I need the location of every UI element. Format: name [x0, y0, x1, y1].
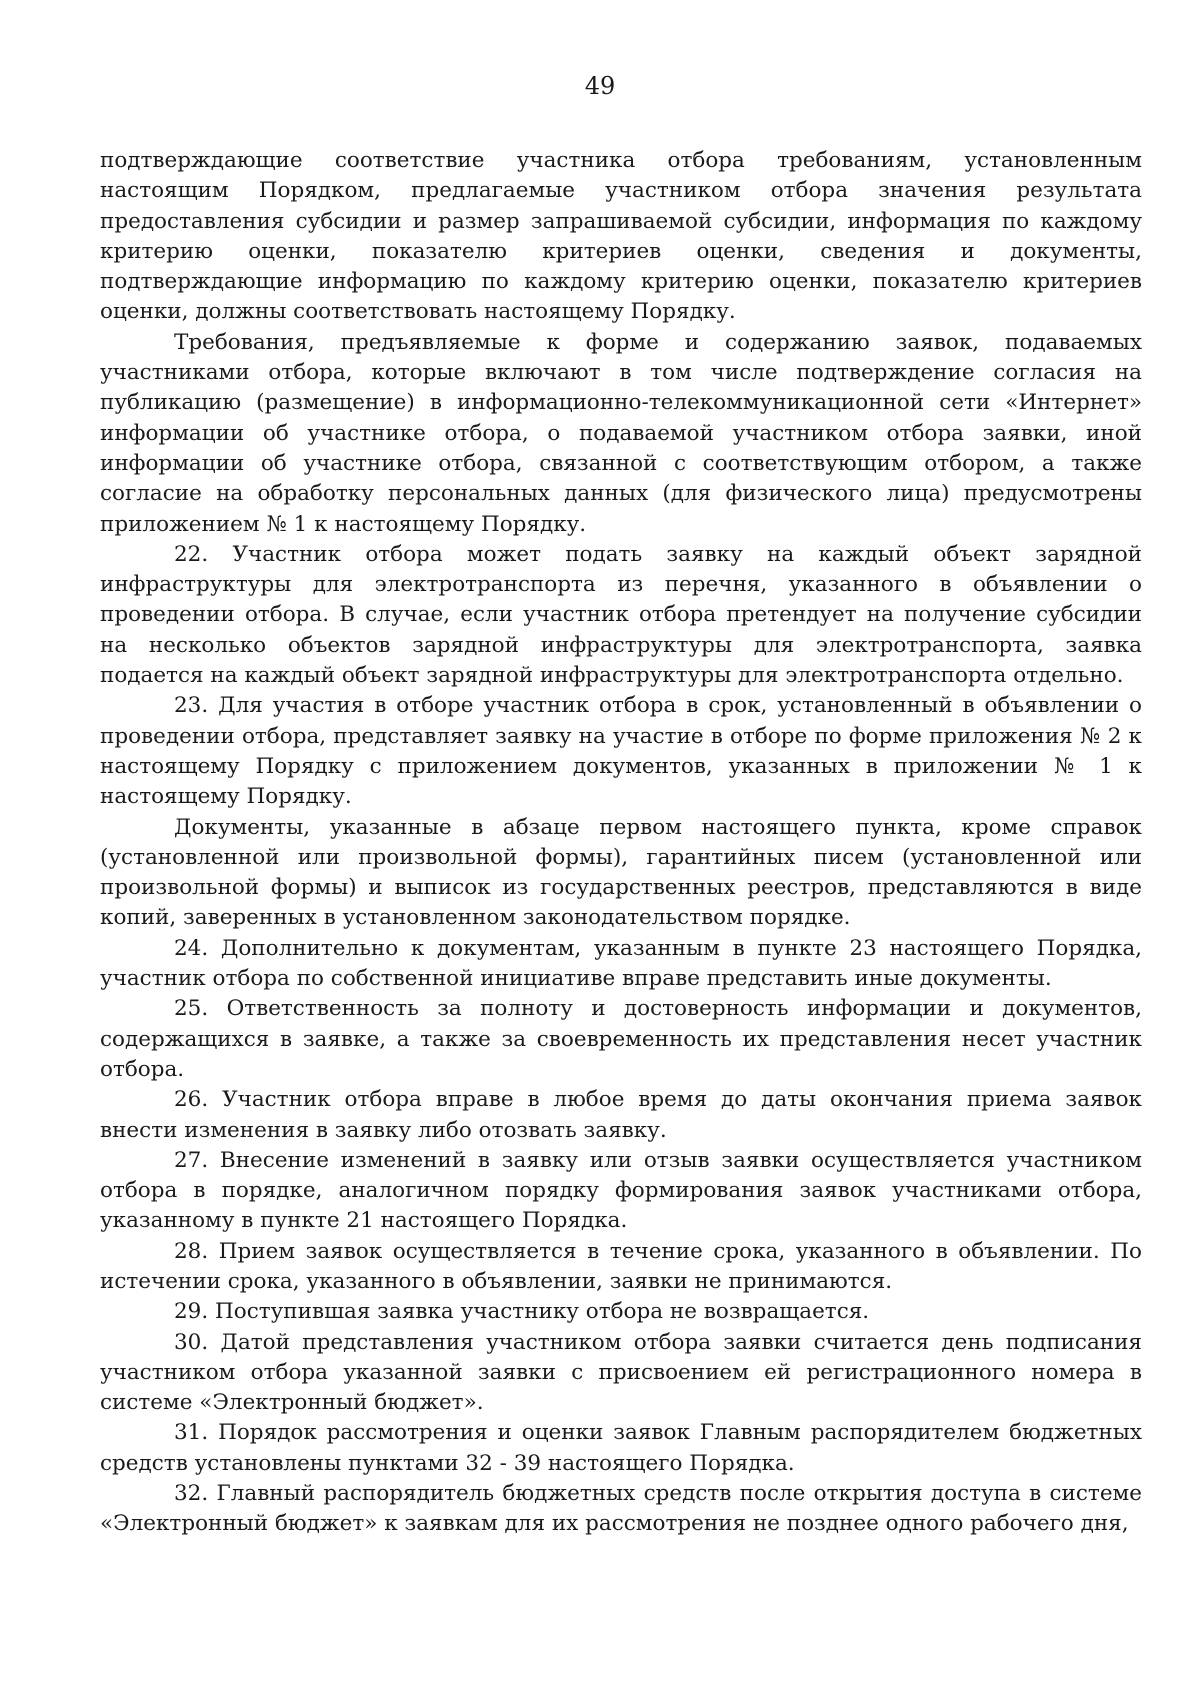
paragraph: 32. Главный распорядитель бюджетных средств после открытия доступа в системе «Электронный бюджет» к заявкам для их рассмотрения не позднее одного рабочего дня, [100, 1481, 1142, 1537]
paragraph: 31. Порядок рассмотрения и оценки заявок Главным распорядителем бюджетных средств установлены пунктами 32 - 39 настоящего Порядка. [100, 1420, 1142, 1476]
paragraph: 22. Участник отбора может подать заявку на каждый объект зарядной инфраструктуры для электротранспорта из перечня, указанного в объявлении о проведении отбора. В случае, если участник отбора претендует на получение субсидии на несколько объектов зарядной инфраструктуры для электротранспорта, заявка подается на каждый объект зарядной инфраструктуры для электротранспорта отдельно. [100, 541, 1142, 689]
paragraph: 23. Для участия в отборе участник отбора в срок, установленный в объявлении о проведении отбора, представляет заявку на участие в отборе по форме приложения № 2 к настоящему Порядку с приложением документов, указанных в приложении № 1 к настоящему Порядку. [100, 693, 1142, 810]
paragraph: 27. Внесение изменений в заявку или отзыв заявки осуществляется участником отбора в порядке, аналогичном порядку формирования заявок участниками отбора, указанному в пункте 21 настоящего Порядка. [100, 1147, 1142, 1234]
paragraph: подтверждающие соответствие участника отбора требованиям, установленным настоящим Порядком, предлагаемые участником отбора значения результата предоставления субсидии и размер запрашиваемой субсидии, информация по каждому критерию оценки, показателю критериев оценки, сведения и документы, подтверждающие информацию по каждому критерию оценки, показателю критериев оценки, должны соответствовать настоящему Порядку. [100, 148, 1142, 325]
paragraph: 24. Дополнительно к документам, указанным в пункте 23 настоящего Порядка, участник отбора по собственной инициативе вправе представить иные документы. [100, 935, 1142, 992]
paragraph: Документы, указанные в абзаце первом настоящего пункта, кроме справок (установленной или произвольной формы), гарантийных писем (установленной или произвольной формы) и выписок из государственных реестров, представляются в виде копий, заверенных в установленном законодательством порядке. [100, 814, 1142, 931]
paragraph: 30. Датой представления участником отбора заявки считается день подписания участником отбора указанной заявки с присвоением ей регистрационного номера в системе «Электронный бюджет». [100, 1329, 1142, 1416]
paragraph: 25. Ответственность за полноту и достоверность информации и документов, содержащихся в заявке, а также за своевременность их представления несет участник отбора. [100, 996, 1142, 1082]
paragraph: 26. Участник отбора вправе в любое время до даты окончания приема заявок внести изменения в заявку либо отозвать заявку. [100, 1087, 1142, 1143]
document-body [100, 146, 1142, 1540]
paragraph: 29. Поступившая заявка участнику отбора не возвращается. [174, 1299, 870, 1325]
page-number: 49 [584, 72, 616, 100]
paragraph: Требования, предъявляемые к форме и содержанию заявок, подаваемых участниками отбора, которые включают в том числе подтверждение согласия на публикацию (размещение) в информационно-телекоммуникационной сети «Интернет» информации об участнике отбора, о подаваемой участником отбора заявки, иной информации об участнике отбора, связанной с соответствующим отбором, а также согласие на обработку персональных данных (для физического лица) предусмотрены приложением № 1 к настоящему Порядку. [100, 329, 1142, 537]
paragraph: 28. Прием заявок осуществляется в течение срока, указанного в объявлении. По истечении срока, указанного в объявлении, заявки не принимаются. [100, 1238, 1142, 1294]
